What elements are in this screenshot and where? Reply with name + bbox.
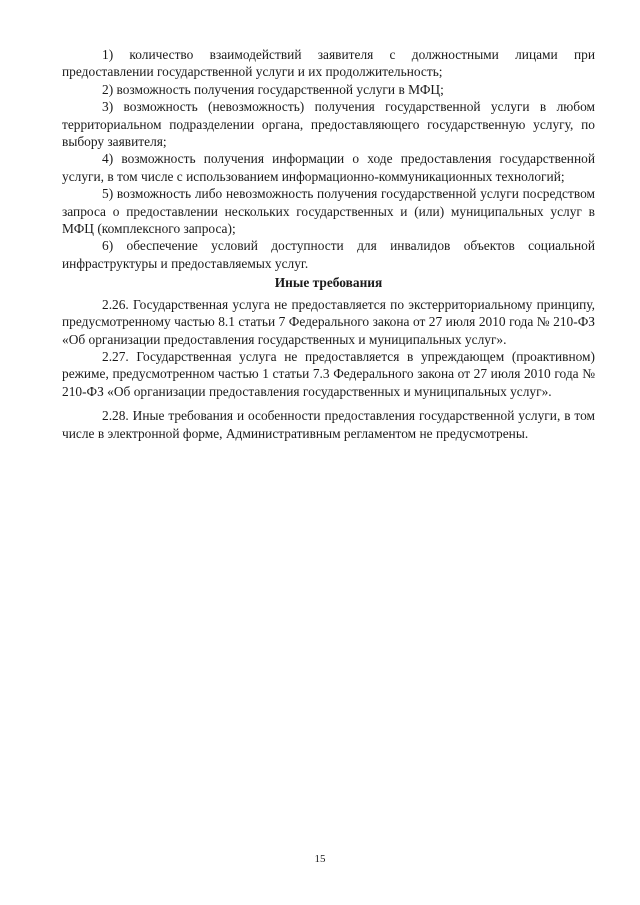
list-item: 6) обеспечение условий доступности для инвалидов объектов социальной инфраструктуры и предоставляемых услуг. <box>62 238 595 271</box>
list-item: 1) количество взаимодействий заявителя с должностными лицами при предоставлении государственной услуги и их продолжительность; <box>62 47 595 80</box>
document-page <box>62 46 595 442</box>
section-heading: Иные требования <box>274 275 383 291</box>
list-item: 4) возможность получения информации о ходе предоставления государственной услуги, в том числе с использованием информационно-коммуникационных технологий; <box>62 151 595 184</box>
list-item: 3) возможность (невозможность) получения государственной услуги в любом территориальном подразделении органа, предоставляющего государственную услугу, по выбору заявителя; <box>62 99 595 150</box>
list-item: 2) возможность получения государственной услуги в МФЦ; <box>102 81 444 97</box>
paragraph-2-26: 2.26. Государственная услуга не предоставляется по экстерриториальному принципу, предусмотренному частью 8.1 статьи 7 Федерального закона от 27 июля 2010 года № 210-ФЗ «Об организации предоставления государственных и муниципальных услуг». <box>62 296 595 347</box>
page-number: 15 <box>314 853 326 865</box>
paragraph-2-28: 2.28. Иные требования и особенности предоставления государственной услуги, в том числе в электронной форме, Административным регламентом не предусмотрены. <box>62 408 595 441</box>
list-item: 5) возможность либо невозможность получения государственной услуги посредством запроса о предоставлении нескольких государственных и (или) муниципальных услуг в МФЦ (комплексного запроса); <box>62 186 595 237</box>
paragraph-2-27: 2.27. Государственная услуга не предоставляется в упреждающем (проактивном) режиме, предусмотренном частью 1 статьи 7.3 Федерального закона от 27 июля 2010 года № 210-ФЗ «Об организации предоставления государственных и муниципальных услуг». <box>62 348 595 399</box>
